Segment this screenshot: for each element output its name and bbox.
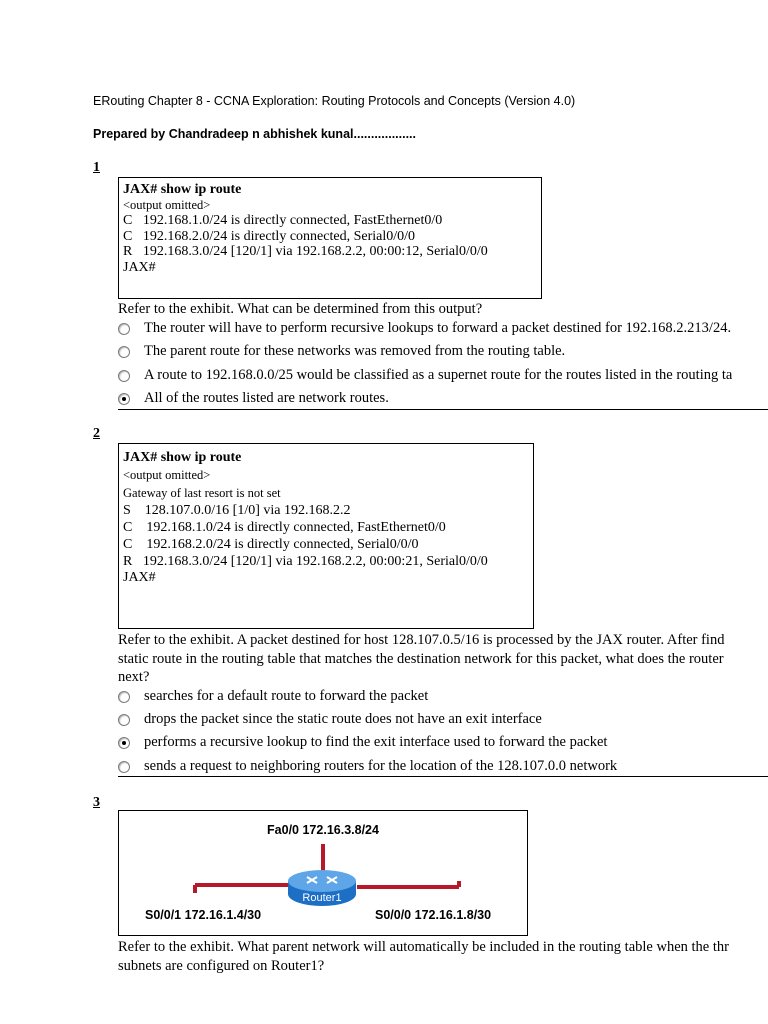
question-number: 1 [93,160,100,175]
answer-option[interactable] [118,734,607,751]
answer-option-label: performs a recursive lookup to find the exit interface used to forward the packet [144,734,608,750]
exhibit-line: S 128.107.0.0/16 [1/0] via 192.168.2.2 [123,503,351,518]
radio-button[interactable] [118,370,130,382]
answer-option[interactable] [118,390,389,407]
answer-option-label: All of the routes listed are network routes. [144,390,389,406]
answer-option-label: drops the packet since the static route does not have an exit interface [144,711,542,727]
answer-option[interactable] [118,343,565,360]
document-title: ERouting Chapter 8 - CCNA Exploration: Routing Protocols and Concepts (Version 4.0) [93,94,576,108]
answer-option[interactable] [118,758,617,775]
answer-option[interactable] [118,688,428,705]
exhibit-command: JAX# show ip route [123,450,242,465]
answer-option-label: searches for a default route to forward the packet [144,688,429,704]
exhibit-line: JAX# [123,259,156,275]
network-diagram [118,810,528,936]
exhibit-box [118,177,542,299]
answer-option-label: sends a request to neighboring routers for the location of the 128.107.0.0 network [144,758,618,774]
radio-button[interactable] [118,323,130,335]
exhibit-line: R 192.168.3.0/24 [120/1] via 192.168.2.2, 00:00:21, Serial0/0/0 [123,554,488,569]
radio-button-selected[interactable] [118,393,130,405]
exhibit-line: C 192.168.1.0/24 is directly connected, FastEthernet0/0 [123,520,446,535]
topology-svg [119,811,527,935]
exhibit-line: JAX# [123,570,156,585]
exhibit-line: R 192.168.3.0/24 [120/1] via 192.168.2.2, 00:00:12, Serial0/0/0 [123,244,488,259]
answer-option[interactable] [118,711,542,728]
exhibit-line: C 192.168.2.0/24 is directly connected, Serial0/0/0 [123,537,419,552]
question-text: next? [118,669,150,685]
question-text: Refer to the exhibit. What can be determined from this output? [118,301,483,317]
question-text: subnets are configured on Router1? [118,958,325,974]
exhibit-line: <output omitted> [123,197,211,212]
s0-0-0-label: S0/0/0 172.16.1.8/30 [375,908,492,922]
router-label: Router1 [302,892,342,904]
router-icon [288,870,356,906]
question-number: 3 [93,795,100,810]
radio-button[interactable] [118,346,130,358]
exhibit-command: JAX# show ip route [123,182,242,197]
radio-button[interactable] [118,761,130,773]
fa0-0-label: Fa0/0 172.16.3.8/24 [267,823,379,837]
exhibit-line: Gateway of last resort is not set [123,486,281,500]
separator [118,776,768,777]
answer-option-label: A route to 192.168.0.0/25 would be classified as a supernet route for the routes listed in the routing ta [144,367,733,383]
answer-option-label: The router will have to perform recursive lookups to forward a packet destined for 192.168.2.213/24. [144,320,732,336]
question-text: static route in the routing table that matches the destination network for this packet, what does the router [118,651,724,667]
exhibit-line: C 192.168.2.0/24 is directly connected, Serial0/0/0 [123,228,416,244]
separator [118,409,768,410]
question-number: 2 [93,426,100,441]
answer-option[interactable] [118,320,731,337]
prepared-by: Prepared by Chandradeep n abhishek kunal.................. [93,127,417,141]
s0-0-1-label: S0/0/1 172.16.1.4/30 [145,908,262,922]
radio-button-selected[interactable] [118,737,130,749]
answer-option-label: The parent route for these networks was removed from the routing table. [144,343,566,359]
radio-button[interactable] [118,691,130,703]
exhibit-line: C 192.168.1.0/24 is directly connected, FastEthernet0/0 [123,213,443,228]
answer-option[interactable] [118,367,732,384]
exhibit-line: <output omitted> [123,468,211,482]
exhibit-box [118,443,534,629]
radio-button[interactable] [118,714,130,726]
question-text: Refer to the exhibit. What parent network will automatically be included in the routing table when the thr [118,939,729,955]
question-text: Refer to the exhibit. A packet destined for host 128.107.0.5/16 is processed by the JAX router. After find [118,632,725,648]
